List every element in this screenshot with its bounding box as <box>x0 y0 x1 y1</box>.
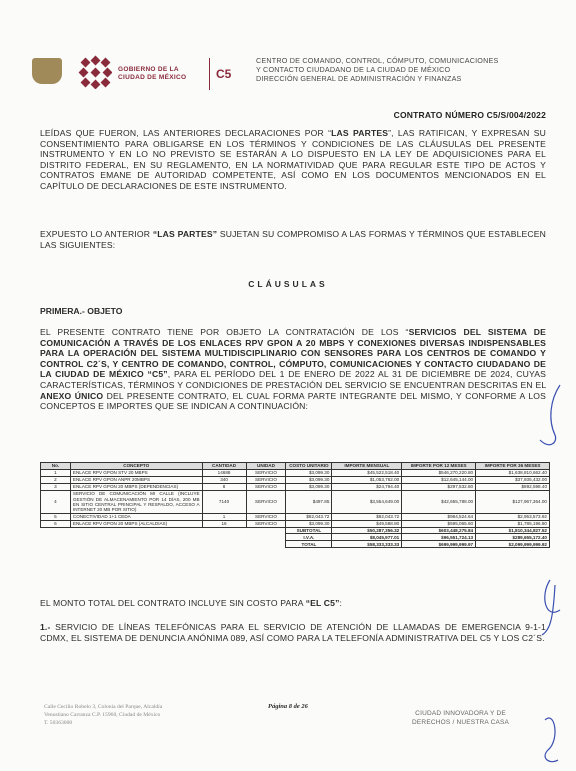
paragraph-monto <box>40 598 546 609</box>
table-cell: ENLACE RPV GPON 20 MBPS (DEPENDENCIAS) <box>70 483 202 490</box>
bold-text: LAS PARTES <box>331 128 389 138</box>
table-cell: SERVICIO <box>246 513 286 520</box>
table-total-row <box>41 527 550 534</box>
table-cell: SERVICIO <box>246 490 286 513</box>
text: ”, LAS RATIFICAN, Y EXPRESAN SU CONSENTIMIENTO PARA OBLIGARSE EN LOS TÉRMINOS Y CONDICIONES DE LAS CLÁUSULAS DEL PRESENTE INSTRUMENTO Y EN LO NO PREVISTO SE ESTARÁN A LO DISPUESTO EN LA LEY DE ADQUISICIONES PARA EL DISTRITO FEDERAL, EN SU REGLAMENTO, EN LA NORMATIVIDAD QUE PARA REGULAR ESTE TIPO DE ACTOS Y CONTRATOS EMANE DE AUTORIDAD COMPETENTE, ASÍ COMO EN LOS DOCUMENTOS MENCIONADOS EN EL CAPÍTULO DE DECLARACIONES DE ESTE INSTRUMENTO. <box>40 128 546 191</box>
gobierno-label <box>118 66 186 82</box>
column-header: IMPORTE MENSUAL <box>332 463 402 470</box>
bold-text: 1.- <box>40 622 51 632</box>
bold-text: “EL C5” <box>305 598 340 608</box>
c5-logo: C5 <box>216 67 232 81</box>
table-row <box>41 483 550 490</box>
address-line-1: Calle Cecilio Robelo 3, Colonia del Parque, Alcaldía <box>44 704 163 710</box>
paragraph-declaraciones <box>40 128 546 192</box>
footer-slogan <box>412 709 509 727</box>
total-value: $699,999,999.97 <box>402 541 476 548</box>
table-row <box>41 520 550 527</box>
table-cell: $127,967,364.00 <box>476 490 550 513</box>
table-cell: $1,785,196.80 <box>476 520 550 527</box>
total-value: $96,551,724.13 <box>402 534 476 541</box>
table-cell: 14688 <box>202 469 246 476</box>
table-cell: $297,532.80 <box>402 483 476 490</box>
total-label: I.V.A. <box>286 534 332 541</box>
text: DEL PRESENTE CONTRATO, EL CUAL FORMA PARTE INTEGRANTE DEL MISMO, Y CONFORME A LOS CONCEPTOS E IMPORTES QUE SE INDICAN A CONTINUACIÓN: <box>40 390 546 412</box>
text: : <box>339 598 343 608</box>
table-cell: $42,655,788.00 <box>402 490 476 513</box>
total-value: $8,045,977.01 <box>332 534 402 541</box>
table-header-row <box>41 463 550 470</box>
total-label: SUBTOTAL <box>286 527 332 534</box>
total-value: $603,448,275.84 <box>402 527 476 534</box>
table-cell: $595,065.60 <box>402 520 476 527</box>
table-cell: $3,099.30 <box>286 469 332 476</box>
table-row <box>41 469 550 476</box>
table-cell: SERVICIO DE COMUNICACIÓN MI CALLE (INCLUYE GESTIÓN DE ALMACENAMIENTO POR 14 DÍAS, 200 MB EN SITIO CENTRAL PRINCIPAL Y RESPALDO, ACCESO A INTERNET 20 MB POR SITIO) <box>70 490 202 513</box>
table-cell: 340 <box>202 476 246 483</box>
organization-name <box>256 56 498 83</box>
total-label: TOTAL <box>286 541 332 548</box>
paragraph-expuesto <box>40 229 546 250</box>
table-cell: 8 <box>202 483 246 490</box>
column-header: IMPORTE POR 12 MESES <box>402 463 476 470</box>
total-value: $50,287,356.32 <box>332 527 402 534</box>
table-cell: CONECTIVIDAD 1+1 CEDA <box>70 513 202 520</box>
table-cell: $3,099.30 <box>286 483 332 490</box>
total-value: $58,333,333.33 <box>332 541 402 548</box>
table-cell: 3 <box>41 483 71 490</box>
bold-text: SERVICIOS DEL SISTEMA DE COMUNICACIÓN A TRAVÉS DE LOS ENLACES RPV GPON A 20 MBPS Y CONEXIONES DIVERSAS INDISPENSABLES PARA LA OPERACIÓN DEL SISTEMA MULTIDISCIPLINARIO CON SENSORES PARA LOS CENTROS DE COMANDO Y CONTROL C2´S, Y CENTRO DE COMANDO, CONTROL, CÓMPUTO, COMUNICACIONES Y CONTACTO CIUDADANO DE LA CIUDAD DE MÉXICO “C5” <box>40 327 546 380</box>
table-cell: SERVICIO <box>246 520 286 527</box>
primera-heading: PRIMERA.- OBJETO <box>40 306 123 316</box>
org-line-3: DIRECCIÓN GENERAL DE ADMINISTRACIÓN Y FINANZAS <box>256 74 462 83</box>
total-value: $289,655,172.40 <box>476 534 550 541</box>
table-cell: $546,270,220.80 <box>402 469 476 476</box>
table-total-row <box>41 534 550 541</box>
bold-text: “LAS PARTES” <box>152 229 218 239</box>
column-header: COSTO UNITARIO <box>286 463 332 470</box>
contract-number: CONTRATO NÚMERO C5/S/004/2022 <box>393 110 546 120</box>
slogan-line-2: DERECHOS / NUESTRA CASA <box>412 719 510 726</box>
text: SERVICIO DE LÍNEAS TELEFÓNICAS PARA EL SERVICIO DE ATENCIÓN DE LLAMADAS DE EMERGENCIA 9-1-1 CDMX, EL SISTEMA DE DENUNCIA ANÓNIMA 089, ASÍ COMO PARA LA TELEFONÍA ADMINISTRATIVA DEL C5 Y LOS C2´S. <box>40 622 546 643</box>
org-line-1: CENTRO DE COMANDO, CONTROL, CÓMPUTO, COMUNICACIONES <box>256 56 499 65</box>
table-cell: $3,099.30 <box>286 520 332 527</box>
table-cell: 2 <box>41 476 71 483</box>
text: SUJETAN SU COMPROMISO A LAS FORMAS Y TÉRMINOS QUE ESTABLECEN LAS SIGUIENTES: <box>40 229 546 250</box>
address-line-3: T. 50363000 <box>44 720 73 726</box>
table-cell: $12,645,144.00 <box>402 476 476 483</box>
text: , PARA EL PERÍODO DEL 1 DE ENERO DE 2022 AL 31 DE DICIEMBRE DE 2024, CUYAS CARACTERÍSTICAS, TÉRMINOS Y CONDICIONES DE PRESTACIÓN DEL SERVICIO SE ENCUENTRAN DESCRITAS EN EL <box>40 369 546 390</box>
paragraph-item-1 <box>40 622 546 643</box>
blank-cell <box>41 534 286 541</box>
table-cell: 1 <box>202 513 246 520</box>
concepts-table <box>40 462 550 548</box>
table-cell: $497.85 <box>286 490 332 513</box>
text: LEÍDAS QUE FUERON, LAS ANTERIORES DECLARACIONES POR “ <box>40 128 332 138</box>
table-cell: $892,598.40 <box>476 483 550 490</box>
text: EL MONTO TOTAL DEL CONTRATO INCLUYE SIN COSTO PARA <box>40 598 306 608</box>
table-cell: ENLACE RPV GPON ANPR 20MBPS <box>70 476 202 483</box>
clausulas-heading: CLÁUSULAS <box>248 279 328 289</box>
text: EXPUESTO LO ANTERIOR <box>40 229 153 239</box>
table-body <box>41 469 550 547</box>
table-cell: $1,638,810,662.40 <box>476 469 550 476</box>
address-line-2: Venustiano Carranza C.P. 15960, Ciudad de México <box>44 712 161 718</box>
table-cell: ENLACE RPV GPON 20 MBPS (ALCALDIAS) <box>70 520 202 527</box>
table-cell: $82,043.72 <box>332 513 402 520</box>
header-divider <box>209 58 210 90</box>
table-row <box>41 513 550 520</box>
table-cell: $45,522,518.40 <box>332 469 402 476</box>
page-number: Página 8 de 26 <box>268 703 308 710</box>
table-cell: 5 <box>41 513 71 520</box>
table-cell: SERVICIO <box>246 469 286 476</box>
coat-of-arms-logo <box>32 58 62 84</box>
total-value: $2,099,999,999.92 <box>476 541 550 548</box>
org-line-2: Y CONTACTO CIUDADANO DE LA CIUDAD DE MÉXICO <box>256 65 451 74</box>
table-cell: SERVICIO <box>246 483 286 490</box>
table-cell: 6 <box>41 520 71 527</box>
column-header: UNIDAD <box>246 463 286 470</box>
table-cell: $3,554,649.00 <box>332 490 402 513</box>
table-cell: $3,099.30 <box>286 476 332 483</box>
column-header: IMPORTE POR 36 MESES <box>476 463 550 470</box>
table-cell: $82,043.72 <box>286 513 332 520</box>
slogan-line-1: CIUDAD INNOVADORA Y DE <box>415 710 506 717</box>
table-cell: 7140 <box>202 490 246 513</box>
table-cell: ENLACE RPV GPON STV 20 MBPS <box>70 469 202 476</box>
table-cell: 16 <box>202 520 246 527</box>
column-header: CANTIDAD <box>202 463 246 470</box>
table-cell: $1,053,762.00 <box>332 476 402 483</box>
blank-cell <box>41 527 286 534</box>
blank-cell <box>41 541 286 548</box>
table-row <box>41 490 550 513</box>
table-cell: $984,524.64 <box>402 513 476 520</box>
table-total-row <box>41 541 550 548</box>
text: EL PRESENTE CONTRATO TIENE POR OBJETO LA CONTRATACIÓN DE LOS “ <box>40 327 409 337</box>
total-value: $1,810,344,827.52 <box>476 527 550 534</box>
column-header: No. <box>41 463 71 470</box>
gobierno-line-2: CIUDAD DE MÉXICO <box>118 74 187 81</box>
table-cell: SERVICIO <box>246 476 286 483</box>
table-cell: 1 <box>41 469 71 476</box>
table-cell: $2,953,573.92 <box>476 513 550 520</box>
gobierno-line-1: GOBIERNO DE LA <box>118 66 179 73</box>
table-cell: 4 <box>41 490 71 513</box>
signature-marks <box>520 380 570 770</box>
bold-text: ANEXO ÚNICO <box>40 390 104 401</box>
table-row <box>41 476 550 483</box>
paragraph-objeto <box>40 327 546 412</box>
footer-address <box>44 703 162 727</box>
cdmx-logo-icon <box>78 55 112 89</box>
table-cell: $24,794.40 <box>332 483 402 490</box>
table-cell: $37,935,432.00 <box>476 476 550 483</box>
column-header: CONCEPTO <box>70 463 202 470</box>
table-cell: $49,588.80 <box>332 520 402 527</box>
